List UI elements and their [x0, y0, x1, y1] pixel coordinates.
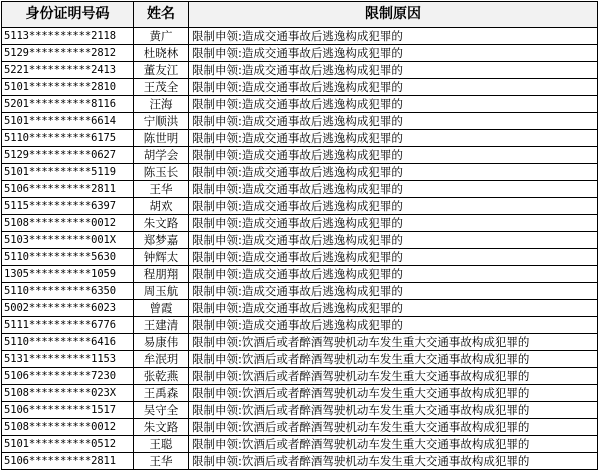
name-cell: 董友江 [134, 62, 189, 79]
id-cell: 5131**********1153 [2, 351, 134, 368]
id-cell: 5221**********2413 [2, 62, 134, 79]
name-cell: 牟泯玥 [134, 351, 189, 368]
id-cell: 5106**********7230 [2, 368, 134, 385]
name-cell: 黄广 [134, 28, 189, 45]
id-cell: 5108**********023X [2, 385, 134, 402]
reason-cell: 限制申领:饮酒后或者醉酒驾驶机动车发生重大交通事故构成犯罪的 [189, 402, 598, 419]
name-cell: 王茂全 [134, 79, 189, 96]
table-row [2, 130, 598, 147]
name-cell: 杜晓林 [134, 45, 189, 62]
id-cell: 5108**********0012 [2, 419, 134, 436]
id-cell: 5106**********1517 [2, 402, 134, 419]
table-row [2, 419, 598, 436]
reason-cell: 限制申领:饮酒后或者醉酒驾驶机动车发生重大交通事故构成犯罪的 [189, 436, 598, 453]
id-cell: 5106**********2811 [2, 453, 134, 470]
name-cell: 王华 [134, 181, 189, 198]
reason-cell: 限制申领:饮酒后或者醉酒驾驶机动车发生重大交通事故构成犯罪的 [189, 419, 598, 436]
table-row [2, 402, 598, 419]
reason-cell: 限制申领:造成交通事故后逃逸构成犯罪的 [189, 62, 598, 79]
id-cell: 1305**********1059 [2, 266, 134, 283]
reason-cell: 限制申领:造成交通事故后逃逸构成犯罪的 [189, 164, 598, 181]
id-cell: 5110**********6175 [2, 130, 134, 147]
id-cell: 5201**********8116 [2, 96, 134, 113]
reason-cell: 限制申领:造成交通事故后逃逸构成犯罪的 [189, 113, 598, 130]
table-row [2, 368, 598, 385]
reason-cell: 限制申领:造成交通事故后逃逸构成犯罪的 [189, 181, 598, 198]
table-row [2, 266, 598, 283]
restriction-table [1, 1, 598, 470]
reason-cell: 限制申领:饮酒后或者醉酒驾驶机动车发生重大交通事故构成犯罪的 [189, 385, 598, 402]
table-row [2, 317, 598, 334]
reason-cell: 限制申领:造成交通事故后逃逸构成犯罪的 [189, 130, 598, 147]
header-name: 姓名 [134, 2, 189, 28]
table-row [2, 113, 598, 130]
table-row [2, 453, 598, 470]
reason-cell: 限制申领:造成交通事故后逃逸构成犯罪的 [189, 198, 598, 215]
table-row [2, 334, 598, 351]
table-body [2, 28, 598, 470]
header-reason: 限制原因 [189, 2, 598, 28]
reason-cell: 限制申领:造成交通事故后逃逸构成犯罪的 [189, 96, 598, 113]
name-cell: 胡学会 [134, 147, 189, 164]
name-cell: 周玉航 [134, 283, 189, 300]
id-cell: 5002**********6023 [2, 300, 134, 317]
table-row [2, 45, 598, 62]
name-cell: 王华 [134, 453, 189, 470]
name-cell: 宁顺洪 [134, 113, 189, 130]
table-row [2, 436, 598, 453]
reason-cell: 限制申领:饮酒后或者醉酒驾驶机动车发生重大交通事故构成犯罪的 [189, 368, 598, 385]
id-cell: 5101**********5119 [2, 164, 134, 181]
table-row [2, 385, 598, 402]
header-row [2, 2, 598, 28]
name-cell: 陈玉长 [134, 164, 189, 181]
table-row [2, 96, 598, 113]
reason-cell: 限制申领:造成交通事故后逃逸构成犯罪的 [189, 45, 598, 62]
name-cell: 王聪 [134, 436, 189, 453]
table-row [2, 147, 598, 164]
name-cell: 曾霞 [134, 300, 189, 317]
table-row [2, 62, 598, 79]
id-cell: 5111**********6776 [2, 317, 134, 334]
reason-cell: 限制申领:造成交通事故后逃逸构成犯罪的 [189, 232, 598, 249]
id-cell: 5101**********2810 [2, 79, 134, 96]
id-cell: 5129**********0627 [2, 147, 134, 164]
id-cell: 5113**********2118 [2, 28, 134, 45]
reason-cell: 限制申领:造成交通事故后逃逸构成犯罪的 [189, 28, 598, 45]
table-row [2, 351, 598, 368]
reason-cell: 限制申领:造成交通事故后逃逸构成犯罪的 [189, 147, 598, 164]
table-row [2, 232, 598, 249]
name-cell: 王建清 [134, 317, 189, 334]
table-row [2, 164, 598, 181]
reason-cell: 限制申领:造成交通事故后逃逸构成犯罪的 [189, 283, 598, 300]
id-cell: 5129**********2812 [2, 45, 134, 62]
name-cell: 陈世明 [134, 130, 189, 147]
name-cell: 钟辉太 [134, 249, 189, 266]
name-cell: 张乾燕 [134, 368, 189, 385]
id-cell: 5106**********2811 [2, 181, 134, 198]
name-cell: 胡欢 [134, 198, 189, 215]
table-row [2, 181, 598, 198]
name-cell: 易康伟 [134, 334, 189, 351]
table-row [2, 198, 598, 215]
table-row [2, 79, 598, 96]
name-cell: 汪海 [134, 96, 189, 113]
id-cell: 5103**********001X [2, 232, 134, 249]
reason-cell: 限制申领:饮酒后或者醉酒驾驶机动车发生重大交通事故构成犯罪的 [189, 334, 598, 351]
name-cell: 郑梦嘉 [134, 232, 189, 249]
reason-cell: 限制申领:造成交通事故后逃逸构成犯罪的 [189, 215, 598, 232]
id-cell: 5108**********0012 [2, 215, 134, 232]
name-cell: 王禹森 [134, 385, 189, 402]
reason-cell: 限制申领:饮酒后或者醉酒驾驶机动车发生重大交通事故构成犯罪的 [189, 351, 598, 368]
header-id: 身份证明号码 [2, 2, 134, 28]
table-row [2, 249, 598, 266]
id-cell: 5110**********6416 [2, 334, 134, 351]
name-cell: 朱文路 [134, 419, 189, 436]
table-row [2, 300, 598, 317]
name-cell: 程朋翔 [134, 266, 189, 283]
id-cell: 5101**********0512 [2, 436, 134, 453]
table-header [2, 2, 598, 28]
table-row [2, 215, 598, 232]
reason-cell: 限制申领:造成交通事故后逃逸构成犯罪的 [189, 79, 598, 96]
name-cell: 吴守全 [134, 402, 189, 419]
id-cell: 5101**********6614 [2, 113, 134, 130]
reason-cell: 限制申领:造成交通事故后逃逸构成犯罪的 [189, 300, 598, 317]
name-cell: 朱文路 [134, 215, 189, 232]
reason-cell: 限制申领:饮酒后或者醉酒驾驶机动车发生重大交通事故构成犯罪的 [189, 453, 598, 470]
reason-cell: 限制申领:造成交通事故后逃逸构成犯罪的 [189, 249, 598, 266]
id-cell: 5110**********6350 [2, 283, 134, 300]
table-row [2, 28, 598, 45]
table-row [2, 283, 598, 300]
reason-cell: 限制申领:造成交通事故后逃逸构成犯罪的 [189, 266, 598, 283]
id-cell: 5110**********5630 [2, 249, 134, 266]
id-cell: 5115**********6397 [2, 198, 134, 215]
reason-cell: 限制申领:造成交通事故后逃逸构成犯罪的 [189, 317, 598, 334]
